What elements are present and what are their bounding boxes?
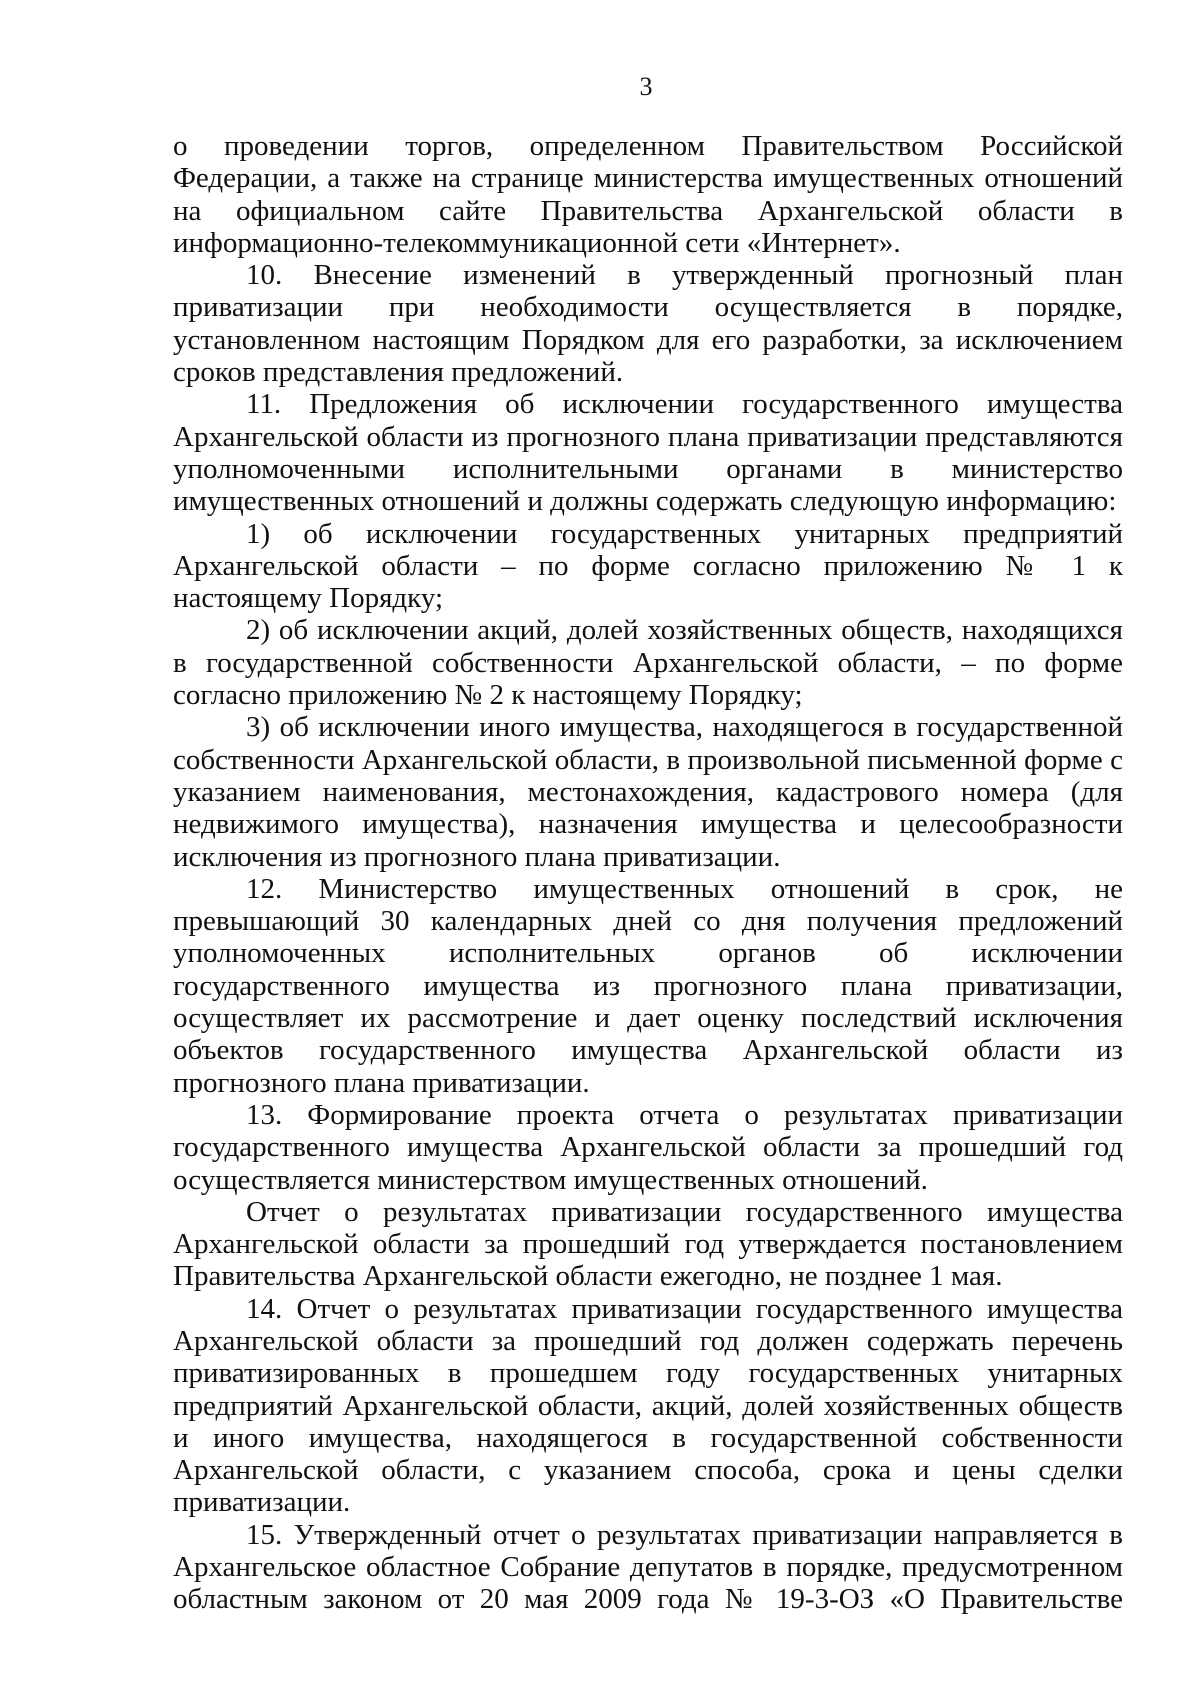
- paragraph-13: 13. Формирование проекта отчета о результатах приватизации государственного имущества Архангельской области за прошедший год осуществляется министерством имущественных отношений.: [173, 1098, 1123, 1196]
- paragraph-11-item-1: 1) об исключении государственных унитарных предприятий Архангельской области – по форме согласно приложению № 1 к настоящему Порядку;: [173, 517, 1123, 615]
- paragraph-11: 11. Предложения об исключении государственного имущества Архангельской области из прогнозного плана приватизации представляются уполномоченными исполнительными органами в министерство имущественных отношений и должны содержать следующую информацию:: [173, 388, 1123, 518]
- page-number: 3: [639, 72, 653, 101]
- paragraph-12: 12. Министерство имущественных отношений в срок, не превышающий 30 календарных дней со дня получения предложений уполномоченных исполнительных органов об исключении государственного имущества из прогнозного плана приватизации, осуществляет их рассмотрение и дает оценку последствий исключения объектов государственного имущества Архангельской области из прогнозного плана приватизации.: [173, 872, 1123, 1099]
- paragraph-intro-continuation: о проведении торгов, определенном Правительством Российской Федерации, а также на странице министерства имущественных отношений на официальном сайте Правительства Архангельской области в информационно-телекоммуникационной сети «Интернет».: [173, 130, 1123, 259]
- paragraph-10: 10. Внесение изменений в утвержденный прогнозный план приватизации при необходимости осуществляется в порядке, установленном настоящим Порядком для его разработки, за исключением сроков представления предложений.: [173, 259, 1123, 389]
- paragraph-14: 14. Отчет о результатах приватизации государственного имущества Архангельской области за прошедший год должен содержать перечень приватизированных в прошедшем году государственных унитарных предприятий Архангельской области, акций, долей хозяйственных обществ и иного имущества, находящегося в государственной собственности Архангельской области, с указанием способа, срока и цены сделки приватизации.: [173, 1292, 1123, 1519]
- paragraph-11-item-2: 2) об исключении акций, долей хозяйственных обществ, находящихся в государственной собственности Архангельской области, – по форме согласно приложению № 2 к настоящему Порядку;: [173, 614, 1123, 712]
- paragraph-13-report: Отчет о результатах приватизации государственного имущества Архангельской области за прошедший год утверждается постановлением Правительства Архангельской области ежегодно, не позднее 1 мая.: [173, 1195, 1123, 1293]
- document-body: [173, 130, 1123, 1616]
- paragraph-11-item-3: 3) об исключении иного имущества, находящегося в государственной собственности Архангельской области, в произвольной письменной форме с указанием наименования, местонахождения, кадастрового номера (для недвижимого имущества), назначения имущества и целесообразности исключения из прогнозного плана приватизации.: [173, 711, 1123, 873]
- paragraph-15: 15. Утвержденный отчет о результатах приватизации направляется в Архангельское областное Собрание депутатов в порядке, предусмотренном областным законом от 20 мая 2009 года № 19-3-ОЗ «О Правительстве: [173, 1518, 1123, 1616]
